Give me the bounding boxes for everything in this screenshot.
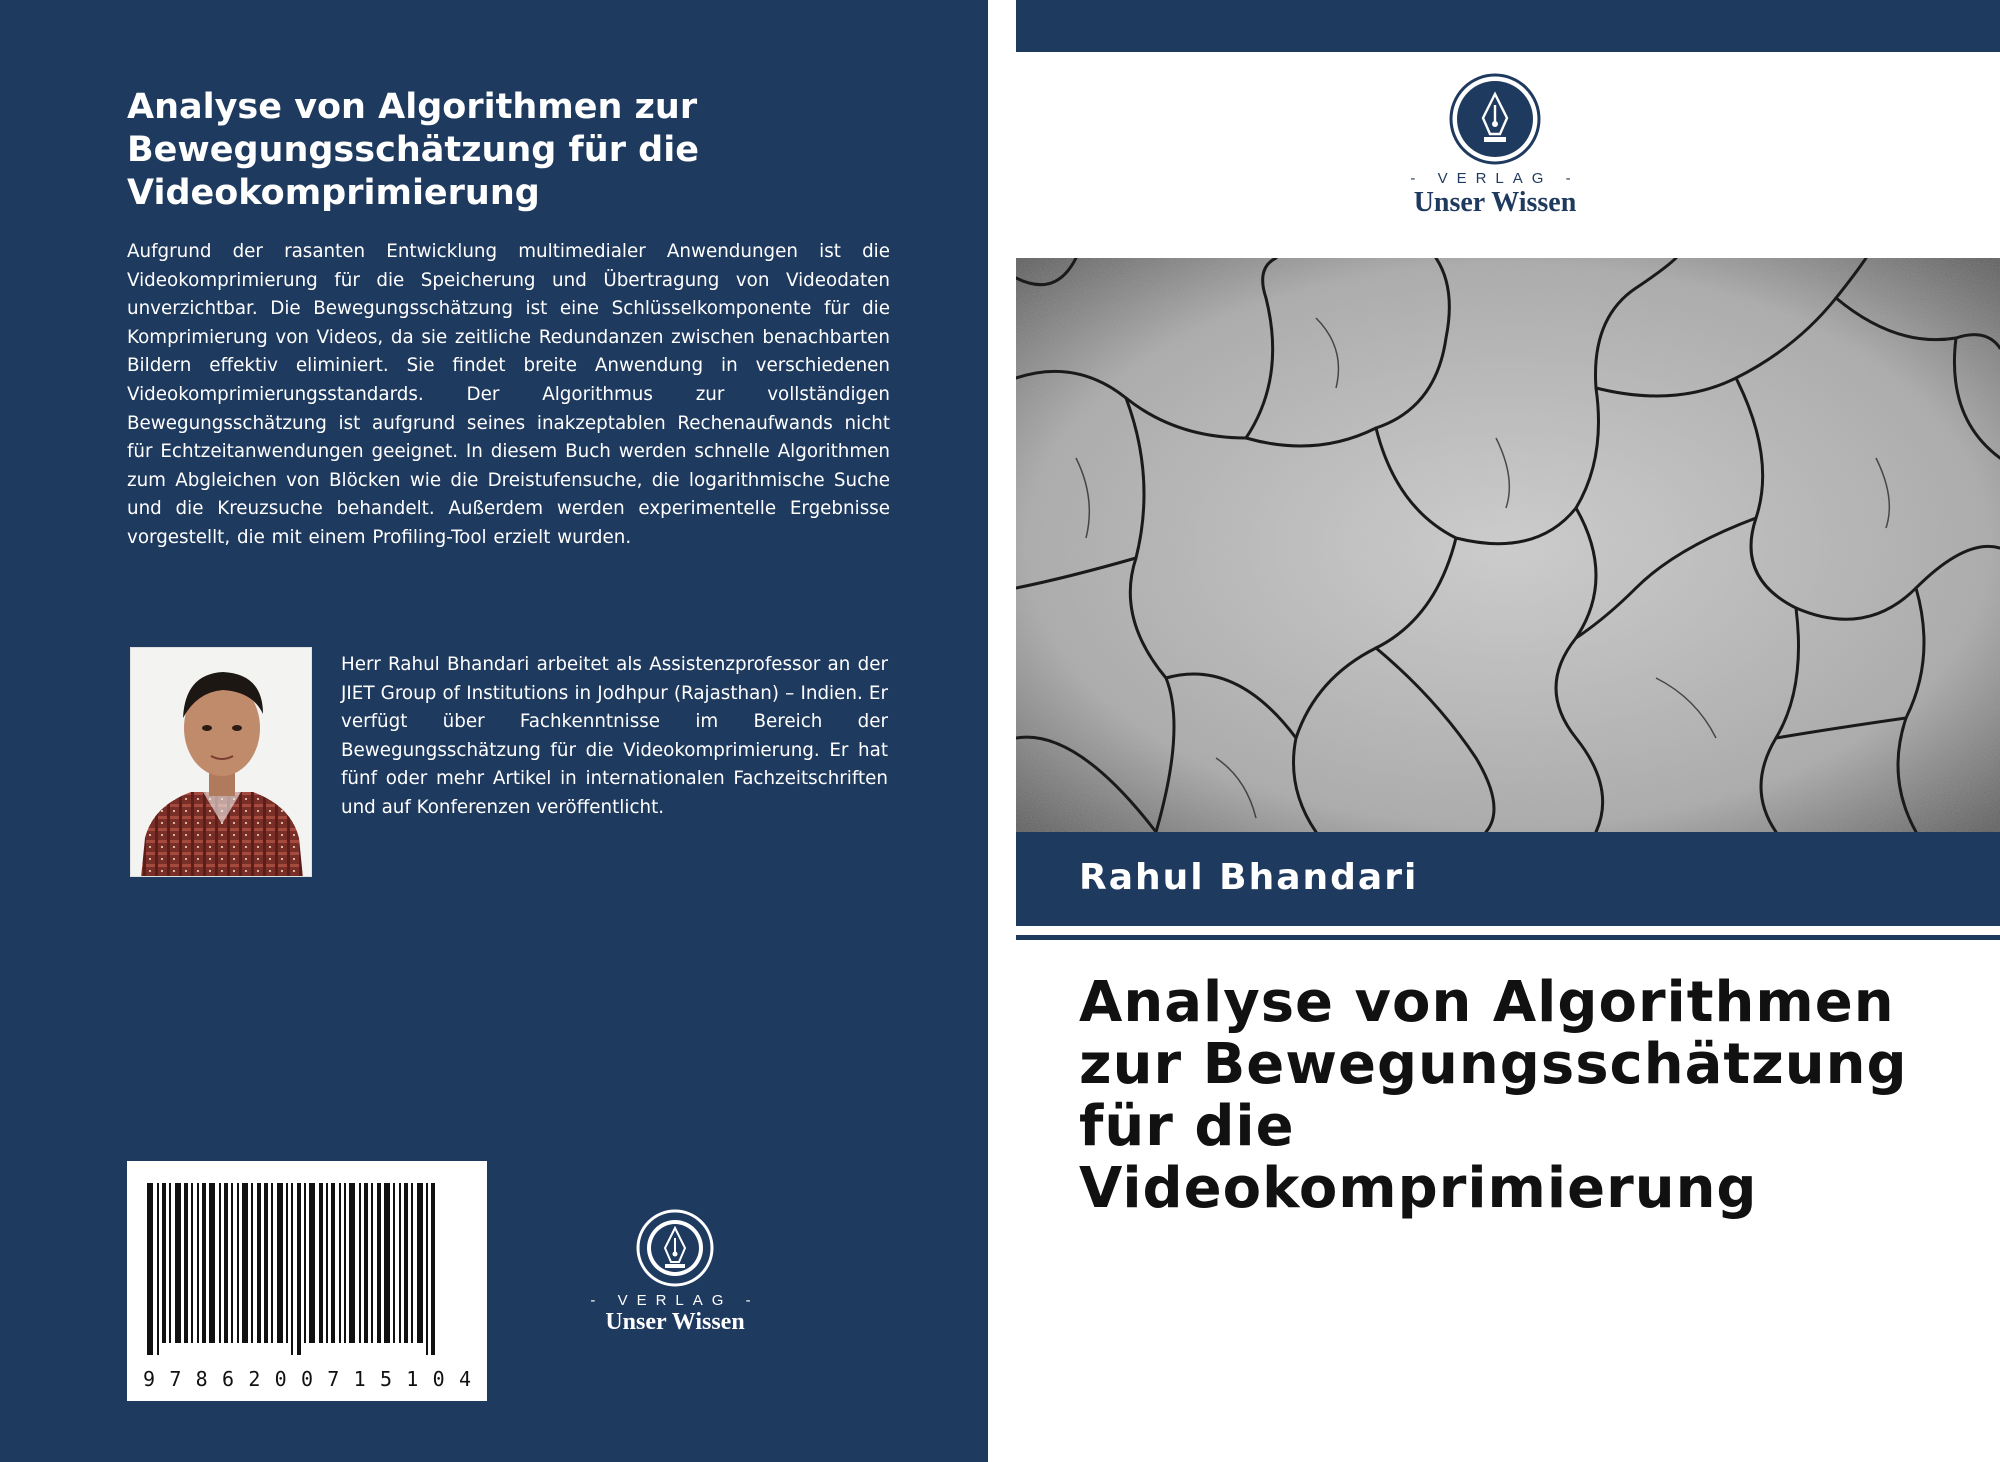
front-publisher-logo [1395,72,1595,222]
barcode-bar [384,1183,390,1343]
barcode-bar [175,1183,181,1343]
title-divider [1016,935,2000,940]
barcode-bar [277,1183,283,1343]
isbn-digit: 7 [169,1367,182,1391]
barcode-bar [291,1183,293,1355]
isbn-digit: 0 [274,1367,287,1391]
barcode-bar [257,1183,261,1343]
barcode-bar [209,1183,215,1343]
barcode-bar [197,1183,199,1343]
barcode-bar [242,1183,248,1343]
isbn-digits [137,1367,477,1391]
isbn-digit: 6 [221,1367,235,1391]
front-top-bar [1016,0,2000,52]
isbn-digit: 1 [353,1367,366,1391]
barcode-bar [202,1183,206,1343]
back-cover [0,0,988,1462]
author-portrait-image [131,648,312,877]
barcode-bar [411,1183,413,1343]
barcode-bar [399,1183,401,1343]
barcode-bar [349,1183,355,1343]
barcode-bar [219,1183,221,1343]
isbn-digit: 2 [248,1367,261,1391]
barcode-bar [426,1183,428,1355]
isbn-digit: 8 [195,1367,208,1391]
front-cover-title: Analyse von Algorithmen zur Bewegungsschätzung für die Videokomprimierung [1079,970,1908,1221]
isbn-digit: 7 [327,1367,340,1391]
barcode-bar [404,1183,408,1343]
isbn-digit: 9 [143,1367,156,1391]
barcode-bar [417,1183,423,1343]
barcode-bar [364,1183,368,1343]
isbn-digit: 5 [379,1367,392,1391]
barcode-bar [359,1183,361,1343]
barcode-bar [297,1183,301,1355]
isbn-digit: 1 [406,1367,419,1391]
publisher-verlag-label: - VERLAG - [590,1292,760,1309]
barcode-bar [251,1183,253,1343]
barcode-bar [371,1183,373,1343]
barcode-bar [147,1183,153,1355]
author-photo [130,647,312,877]
back-publisher-logo [580,1208,770,1348]
isbn-digit: 0 [432,1367,445,1391]
barcode-bar [264,1183,268,1343]
isbn-barcode [127,1161,487,1401]
barcode-bar [331,1183,335,1343]
front-author-name: Rahul Bhandari [1079,857,1419,898]
isbn-digit: 0 [300,1367,314,1391]
barcode-bar [231,1183,233,1343]
barcode-bar [237,1183,239,1343]
author-bio: Herr Rahul Bhandari arbeitet als Assistenzprofessor an der JIET Group of Institutions in Jodhpur (Rajasthan) – Indien. Er verfügt über Fachkenntnisse im Bereich der Bewegungsschätzung für die Videokomprimierung. Er hat fünf oder mehr Artikel in internationalen Fachzeitschriften und auf Konferenzen veröffentlicht. [341,654,888,818]
barcode-bar [271,1183,273,1343]
barcode-bar [191,1183,193,1343]
spine-gap [988,0,1016,1462]
publisher-name: Unser Wissen [605,1309,745,1335]
barcode-bar [393,1183,395,1343]
barcode-bar [344,1183,346,1343]
barcode-bar [304,1183,306,1343]
publisher-name: Unser Wissen [1413,187,1577,218]
barcode-bar [184,1183,188,1343]
fountain-pen-nib-icon [1448,72,1542,166]
barcode-bar [169,1183,171,1343]
isbn-digit: 4 [458,1367,471,1391]
barcode-bar [286,1183,288,1343]
barcode-bar [377,1183,381,1343]
fountain-pen-nib-icon [635,1208,715,1288]
barcode-bar [224,1183,228,1343]
barcode-bar [326,1183,328,1343]
back-cover-blurb: Aufgrund der rasanten Entwicklung multimedialer Anwendungen ist die Videokomprimierung für die Speicherung und Übertragung von Videodaten unverzichtbar. Die Bewegungsschätzung ist eine Schlüsselkomponente für die Komprimierung von Videos, da sie zeitliche Redundanzen zwischen benachbarten Bildern effektiv eliminiert. Sie findet breite Anwendung in verschiedenen Videokomprimierungsstandards. Der Algorithmus zur vollständigen Bewegungsschätzung ist aufgrund seines inakzeptablen Rechenaufwands nicht für Echtzeitanwendungen geeignet. In diesem Buch werden schnelle Algorithmen zum Abgleichen von Blöcken wie die Dreistufensuche, die logarithmische Suche und die Kreuzsuche behandelt. Außerdem werden experimentelle Ergebnisse vorgestellt, die mit einem Profiling-Tool erzielt wurden. [127,241,890,548]
barcode-bars [127,1161,487,1361]
barcode-bar [339,1183,341,1343]
back-cover-title: Analyse von Algorithmen zur Bewegungsschätzung für die Videokomprimierung [127,87,699,213]
front-author-band [1016,832,2000,926]
publisher-verlag-label: - VERLAG - [1410,170,1580,187]
barcode-bar [309,1183,315,1343]
barcode-bar [162,1183,166,1343]
barcode-bar [319,1183,323,1343]
cracked-earth-texture [1016,258,2000,832]
cover-image-cracked-earth [1016,258,2000,832]
barcode-bar [431,1183,435,1355]
barcode-bar [157,1183,159,1355]
